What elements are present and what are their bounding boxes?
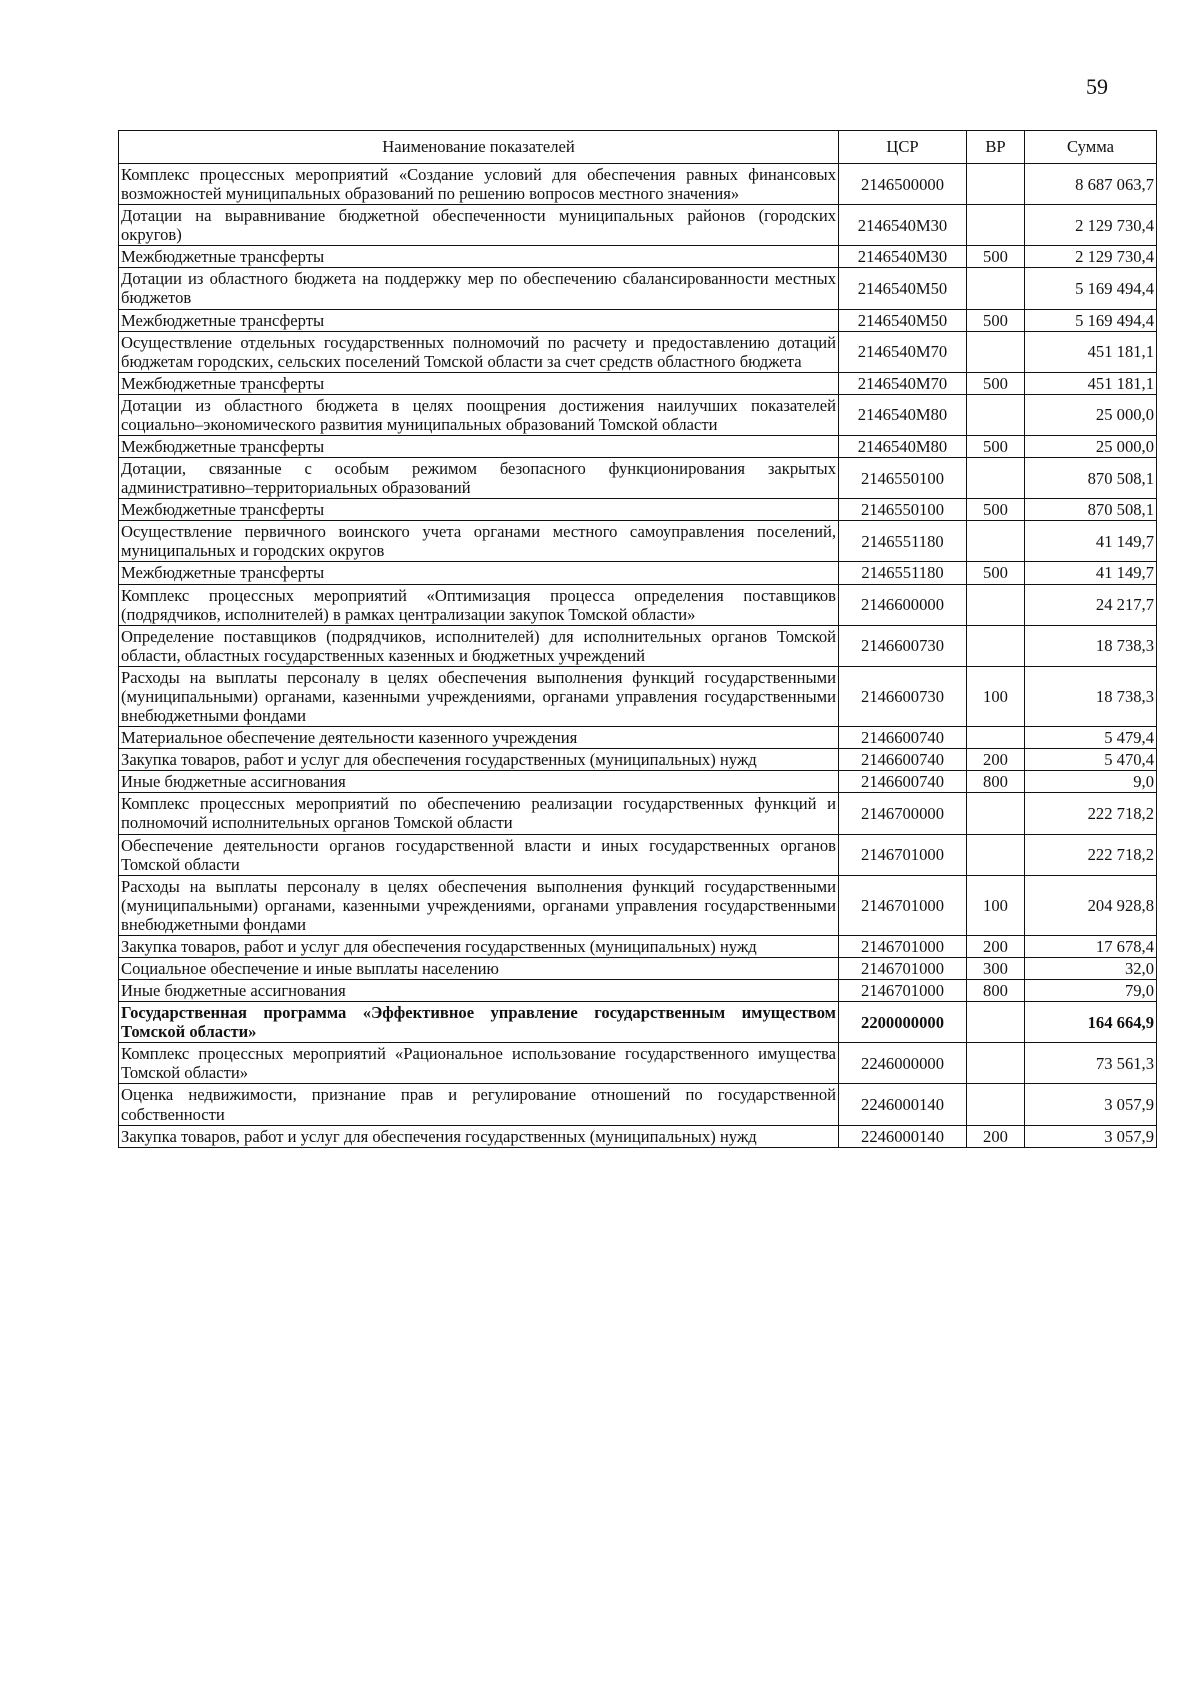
- page-number: 59: [1086, 74, 1108, 99]
- cell-name: Межбюджетные трансферты: [119, 436, 839, 458]
- cell-name: Межбюджетные трансферты: [119, 499, 839, 521]
- cell-csr: 2146540М50: [839, 268, 967, 309]
- cell-name: Осуществление отдельных государственных полномочий по расчету и предоставлению дотаций бюджетам городских, сельских поселений Томской области за счет средств областного бюджета: [119, 331, 839, 372]
- table-row: [119, 1125, 1157, 1147]
- cell-sum: 222 718,2: [1025, 834, 1157, 875]
- cell-vr: [967, 458, 1025, 499]
- cell-csr: 2146540М80: [839, 394, 967, 435]
- table-row: [119, 935, 1157, 957]
- cell-sum: 870 508,1: [1025, 499, 1157, 521]
- cell-csr: 2146551180: [839, 562, 967, 584]
- cell-vr: 800: [967, 771, 1025, 793]
- cell-name: Комплекс процессных мероприятий «Создание условий для обеспечения равных финансовых возможностей муниципальных образований по решению вопросов местного значения»: [119, 164, 839, 205]
- cell-sum: 5 169 494,4: [1025, 309, 1157, 331]
- cell-vr: 200: [967, 749, 1025, 771]
- table-row: [119, 499, 1157, 521]
- cell-name: Комплекс процессных мероприятий «Оптимизация процесса определения поставщиков (подрядчиков, исполнителей) в рамках централизации закупок Томской области»: [119, 584, 839, 625]
- cell-csr: 2146550100: [839, 458, 967, 499]
- cell-sum: 164 664,9: [1025, 1002, 1157, 1043]
- cell-csr: 2146500000: [839, 164, 967, 205]
- cell-vr: [967, 834, 1025, 875]
- cell-csr: 2146551180: [839, 521, 967, 562]
- cell-name: Дотации, связанные с особым режимом безопасного функционирования закрытых административно–территориальных образований: [119, 458, 839, 499]
- table-row: [119, 875, 1157, 935]
- table-row: [119, 521, 1157, 562]
- header-vr: ВР: [967, 131, 1025, 164]
- table-row: [119, 625, 1157, 666]
- cell-name: Обеспечение деятельности органов государственной власти и иных государственных органов Томской области: [119, 834, 839, 875]
- cell-name: Осуществление первичного воинского учета органами местного самоуправления поселений, муниципальных и городских округов: [119, 521, 839, 562]
- cell-vr: 500: [967, 246, 1025, 268]
- cell-csr: 2146701000: [839, 980, 967, 1002]
- cell-name: Дотации из областного бюджета в целях поощрения достижения наилучших показателей социально–экономического развития муниципальных образований Томской области: [119, 394, 839, 435]
- cell-sum: 73 561,3: [1025, 1043, 1157, 1084]
- cell-sum: 9,0: [1025, 771, 1157, 793]
- cell-name: Межбюджетные трансферты: [119, 246, 839, 268]
- cell-vr: 200: [967, 935, 1025, 957]
- cell-vr: 300: [967, 957, 1025, 979]
- cell-name: Закупка товаров, работ и услуг для обеспечения государственных (муниципальных) нужд: [119, 935, 839, 957]
- cell-name: Расходы на выплаты персоналу в целях обеспечения выполнения функций государственными (муниципальными) органами, казенными учреждениями, органами управления государственными внебюджетными фондами: [119, 875, 839, 935]
- cell-sum: 41 149,7: [1025, 562, 1157, 584]
- table-row: [119, 164, 1157, 205]
- cell-csr: 2146600740: [839, 771, 967, 793]
- cell-name: Иные бюджетные ассигнования: [119, 980, 839, 1002]
- cell-name: Межбюджетные трансферты: [119, 562, 839, 584]
- cell-sum: 24 217,7: [1025, 584, 1157, 625]
- cell-name: Межбюджетные трансферты: [119, 309, 839, 331]
- table-row: [119, 793, 1157, 834]
- cell-vr: 500: [967, 562, 1025, 584]
- cell-vr: [967, 625, 1025, 666]
- cell-csr: 2146540М70: [839, 331, 967, 372]
- cell-name: Определение поставщиков (подрядчиков, исполнителей) для исполнительных органов Томской области, областных государственных казенных и бюджетных учреждений: [119, 625, 839, 666]
- cell-csr: 2146701000: [839, 834, 967, 875]
- header-sum: Сумма: [1025, 131, 1157, 164]
- table-row: [119, 666, 1157, 726]
- cell-name: Дотации на выравнивание бюджетной обеспеченности муниципальных районов (городских округов): [119, 205, 839, 246]
- cell-sum: 18 738,3: [1025, 625, 1157, 666]
- table-header-row: [119, 131, 1157, 164]
- cell-sum: 451 181,1: [1025, 331, 1157, 372]
- cell-name: Комплекс процессных мероприятий «Рациональное использование государственного имущества Томской области»: [119, 1043, 839, 1084]
- cell-csr: 2146540М50: [839, 309, 967, 331]
- cell-vr: 500: [967, 309, 1025, 331]
- table-row: [119, 727, 1157, 749]
- cell-csr: 2246000140: [839, 1125, 967, 1147]
- cell-csr: 2200000000: [839, 1002, 967, 1043]
- budget-table: [118, 130, 1157, 1148]
- cell-vr: [967, 727, 1025, 749]
- table-row: [119, 1043, 1157, 1084]
- cell-vr: 500: [967, 436, 1025, 458]
- table-row: [119, 331, 1157, 372]
- cell-vr: [967, 1084, 1025, 1125]
- cell-sum: 870 508,1: [1025, 458, 1157, 499]
- cell-vr: [967, 331, 1025, 372]
- cell-csr: 2146600730: [839, 625, 967, 666]
- cell-sum: 41 149,7: [1025, 521, 1157, 562]
- cell-name: Иные бюджетные ассигнования: [119, 771, 839, 793]
- cell-csr: 2246000140: [839, 1084, 967, 1125]
- cell-csr: 2146550100: [839, 499, 967, 521]
- cell-sum: 25 000,0: [1025, 436, 1157, 458]
- table-row: [119, 834, 1157, 875]
- cell-sum: 32,0: [1025, 957, 1157, 979]
- table-row: [119, 309, 1157, 331]
- cell-vr: [967, 205, 1025, 246]
- cell-csr: 2146700000: [839, 793, 967, 834]
- cell-vr: [967, 164, 1025, 205]
- cell-vr: 100: [967, 666, 1025, 726]
- table-row: [119, 205, 1157, 246]
- cell-sum: 204 928,8: [1025, 875, 1157, 935]
- cell-name: Государственная программа «Эффективное управление государственным имуществом Томской области»: [119, 1002, 839, 1043]
- table-row: [119, 436, 1157, 458]
- cell-name: Межбюджетные трансферты: [119, 372, 839, 394]
- cell-csr: 2146540М80: [839, 436, 967, 458]
- cell-csr: 2146600730: [839, 666, 967, 726]
- cell-sum: 25 000,0: [1025, 394, 1157, 435]
- cell-name: Комплекс процессных мероприятий по обеспечению реализации государственных функций и полномочий исполнительных органов Томской области: [119, 793, 839, 834]
- cell-vr: [967, 521, 1025, 562]
- cell-vr: [967, 1002, 1025, 1043]
- cell-sum: 2 129 730,4: [1025, 205, 1157, 246]
- cell-csr: 2146600000: [839, 584, 967, 625]
- table-row: [119, 394, 1157, 435]
- cell-vr: [967, 1043, 1025, 1084]
- cell-vr: 500: [967, 499, 1025, 521]
- cell-vr: [967, 268, 1025, 309]
- table-row: [119, 980, 1157, 1002]
- header-csr: ЦСР: [839, 131, 967, 164]
- cell-sum: 3 057,9: [1025, 1125, 1157, 1147]
- cell-csr: 2146701000: [839, 957, 967, 979]
- table-row: [119, 562, 1157, 584]
- cell-name: Материальное обеспечение деятельности казенного учреждения: [119, 727, 839, 749]
- cell-sum: 5 470,4: [1025, 749, 1157, 771]
- cell-csr: 2146701000: [839, 935, 967, 957]
- cell-sum: 2 129 730,4: [1025, 246, 1157, 268]
- table-row: [119, 1002, 1157, 1043]
- cell-csr: 2246000000: [839, 1043, 967, 1084]
- cell-vr: [967, 394, 1025, 435]
- table-row: [119, 246, 1157, 268]
- cell-sum: 17 678,4: [1025, 935, 1157, 957]
- cell-sum: 8 687 063,7: [1025, 164, 1157, 205]
- cell-csr: 2146540М30: [839, 205, 967, 246]
- cell-vr: 100: [967, 875, 1025, 935]
- cell-vr: 200: [967, 1125, 1025, 1147]
- cell-sum: 5 169 494,4: [1025, 268, 1157, 309]
- cell-csr: 2146600740: [839, 749, 967, 771]
- cell-name: Закупка товаров, работ и услуг для обеспечения государственных (муниципальных) нужд: [119, 1125, 839, 1147]
- cell-vr: 800: [967, 980, 1025, 1002]
- table-row: [119, 957, 1157, 979]
- table-row: [119, 458, 1157, 499]
- cell-name: Закупка товаров, работ и услуг для обеспечения государственных (муниципальных) нужд: [119, 749, 839, 771]
- cell-csr: 2146701000: [839, 875, 967, 935]
- cell-name: Расходы на выплаты персоналу в целях обеспечения выполнения функций государственными (муниципальными) органами, казенными учреждениями, органами управления государственными внебюджетными фондами: [119, 666, 839, 726]
- table-row: [119, 771, 1157, 793]
- cell-csr: 2146540М30: [839, 246, 967, 268]
- cell-sum: 18 738,3: [1025, 666, 1157, 726]
- table-row: [119, 584, 1157, 625]
- header-name: Наименование показателей: [119, 131, 839, 164]
- table-row: [119, 372, 1157, 394]
- cell-sum: 79,0: [1025, 980, 1157, 1002]
- cell-name: Оценка недвижимости, признание прав и регулирование отношений по государственной собственности: [119, 1084, 839, 1125]
- table-row: [119, 268, 1157, 309]
- cell-vr: [967, 584, 1025, 625]
- cell-sum: 3 057,9: [1025, 1084, 1157, 1125]
- cell-vr: [967, 793, 1025, 834]
- cell-sum: 222 718,2: [1025, 793, 1157, 834]
- cell-csr: 2146600740: [839, 727, 967, 749]
- cell-csr: 2146540М70: [839, 372, 967, 394]
- table-row: [119, 1084, 1157, 1125]
- cell-name: Дотации из областного бюджета на поддержку мер по обеспечению сбалансированности местных бюджетов: [119, 268, 839, 309]
- cell-sum: 451 181,1: [1025, 372, 1157, 394]
- cell-sum: 5 479,4: [1025, 727, 1157, 749]
- table-row: [119, 749, 1157, 771]
- cell-vr: 500: [967, 372, 1025, 394]
- cell-name: Социальное обеспечение и иные выплаты населению: [119, 957, 839, 979]
